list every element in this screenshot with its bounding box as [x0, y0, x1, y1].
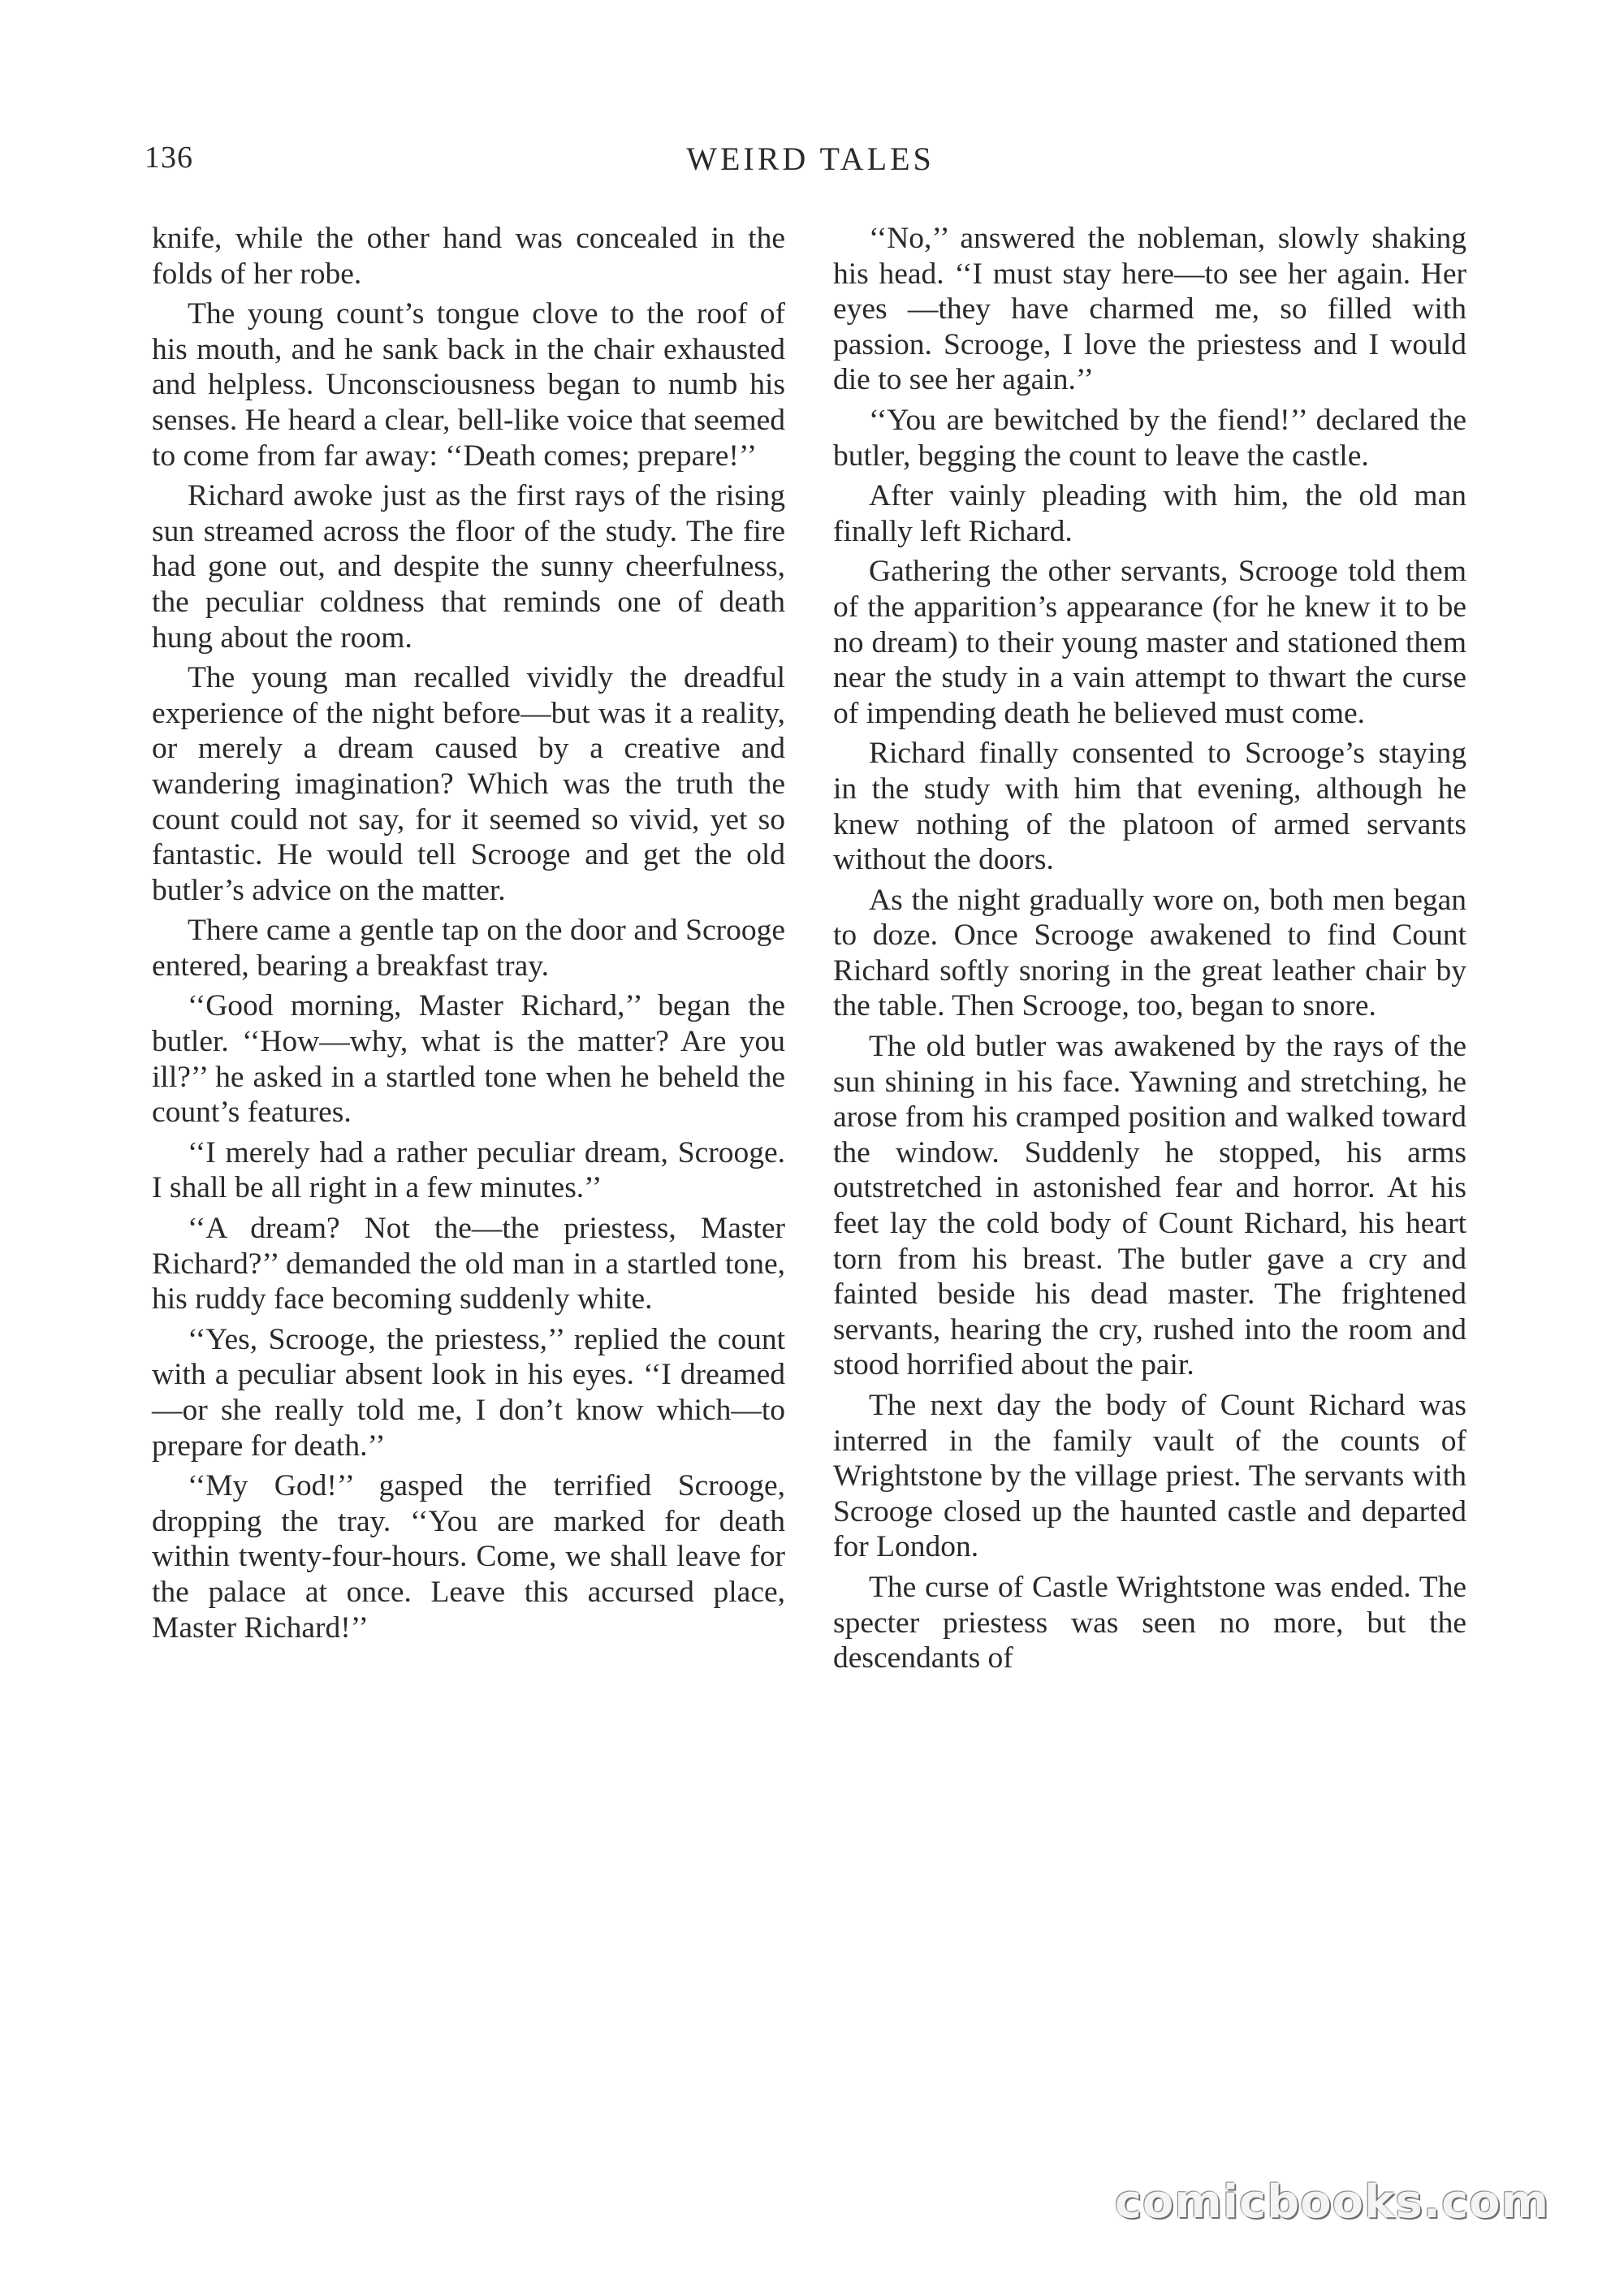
paragraph: Richard awoke just as the first rays of the rising sun streamed across the floor of the study. The fire had gone out, and despite the sunny cheerfulness, the peculiar coldness that reminds one of death hung about the room.: [152, 479, 785, 655]
paragraph: The young man recalled vividly the dreadful experience of the night before—but was it a reality, or merely a dream caused by a creative and wandering imagination? Which was the truth the count could not say, for it seemed so vivid, yet so fantastic. He would tell Scrooge and get the old butler’s advice on the matter.: [152, 661, 785, 907]
page-number: 136: [145, 141, 193, 175]
paragraph: As the night gradually wore on, both men began to doze. Once Scrooge awakened to find Count Richard softly snoring in the great leather chair by the table. Then Scrooge, too, began to snore.: [833, 883, 1466, 1023]
paragraph: ‘‘No,’’ answered the nobleman, slowly shaking his head. ‘‘I must stay here—to see her again. Her eyes —they have charmed me, so filled with passion. Scrooge, I love the priestess and I would die to see her again.’’: [833, 222, 1466, 397]
paragraph: The young count’s tongue clove to the roof of his mouth, and he sank back in the chair exhausted and helpless. Unconsciousness began to numb his senses. He heard a clear, bell-like voice that seemed to come from far away: ‘‘Death comes; prepare!’’: [152, 297, 785, 473]
paragraph: Richard finally consented to Scrooge’s staying in the study with him that evening, although he knew nothing of the platoon of armed servants without the doors.: [833, 737, 1466, 877]
page-header: [145, 140, 1476, 180]
right-column: [833, 221, 1466, 1681]
paragraph: ‘‘A dream? Not the—the priestess, Master Richard?’’ demanded the old man in a startled tone, his ruddy face becoming suddenly white.: [152, 1212, 785, 1316]
running-title: WEIRD TALES: [686, 141, 935, 177]
paragraph: ‘‘I merely had a rather peculiar dream, Scrooge. I shall be all right in a few minutes.’’: [152, 1135, 785, 1205]
paragraph: After vainly pleading with him, the old man finally left Richard.: [833, 479, 1466, 548]
paragraph: The curse of Castle Wrightstone was ended. The specter priestess was seen no more, but the descendants of: [833, 1570, 1466, 1675]
paragraph: knife, while the other hand was concealed in the folds of her robe.: [152, 222, 785, 291]
source-watermark: comicbooks.com: [1114, 2176, 1549, 2229]
paragraph: ‘‘My God!’’ gasped the terrified Scrooge, dropping the tray. ‘‘You are marked for death within twenty-four-hours. Come, we shall leave for the palace at once. Leave this accursed place, Master Richard!’’: [152, 1469, 785, 1645]
paragraph: ‘‘You are bewitched by the fiend!’’ declared the butler, begging the count to leave the castle.: [833, 403, 1466, 473]
paragraph: ‘‘Yes, Scrooge, the priestess,’’ replied the count with a peculiar absent look in his eyes. ‘‘I dreamed—or she really told me, I don’t know which—to prepare for death.’’: [152, 1322, 785, 1463]
paragraph: There came a gentle tap on the door and Scrooge entered, bearing a breakfast tray.: [152, 914, 785, 983]
paragraph: Gathering the other servants, Scrooge told them of the apparition’s appearance (for he knew it to be no dream) to their young master and stationed them near the study in a vain attempt to thwart the curse of impending death he believed must come.: [833, 555, 1466, 730]
paragraph: ‘‘Good morning, Master Richard,’’ began the butler. ‘‘How—why, what is the matter? Are you ill?’’ he asked in a startled tone when he beheld the count’s features.: [152, 989, 785, 1130]
paragraph: The next day the body of Count Richard was interred in the family vault of the counts of Wrightstone by the village priest. The servants with Scrooge closed up the haunted castle and departed for London.: [833, 1389, 1466, 1564]
paragraph: The old butler was awakened by the rays of the sun shining in his face. Yawning and stretching, he arose from his cramped position and walked toward the window. Suddenly he stopped, his arms outstretched in astonished fear and horror. At his feet lay the cold body of Count Richard, his heart torn from his breast. The butler gave a cry and fainted beside his dead master. The frightened servants, hearing the cry, rushed into the room and stood horrified about the pair.: [833, 1030, 1466, 1382]
left-column: [152, 221, 785, 1650]
